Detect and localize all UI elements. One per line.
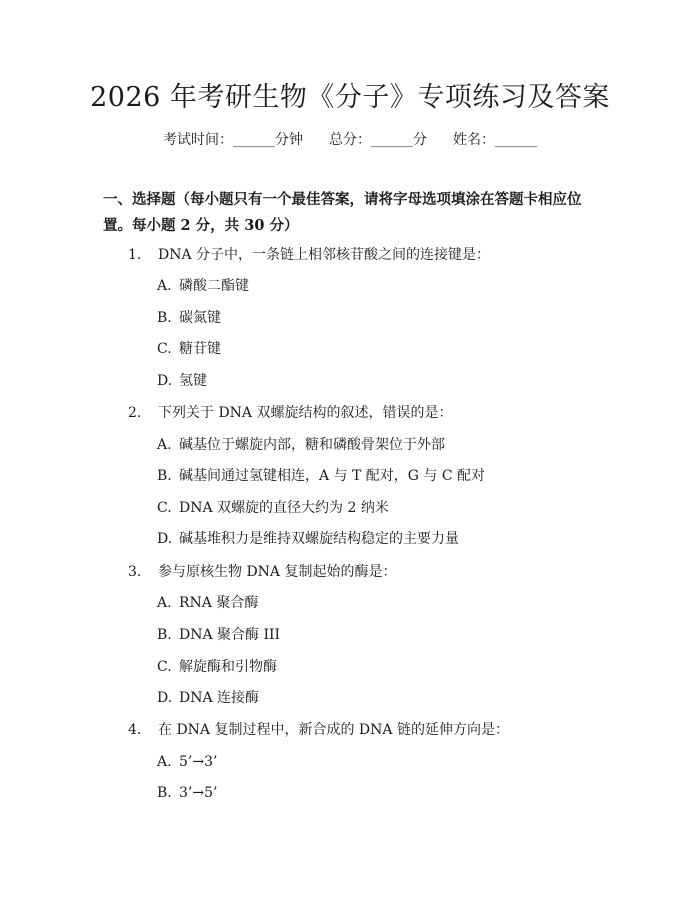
option-text: 解旋酶和引物酶 — [179, 659, 277, 675]
option-label: C. — [157, 341, 172, 357]
option-text: DNA 聚合酶 III — [179, 627, 281, 643]
student-name-field: 姓名：______ — [453, 132, 537, 148]
option-1a — [157, 276, 249, 296]
option-text: 碱基位于螺旋内部，糖和磷酸骨架位于外部 — [179, 437, 445, 453]
option-text: 磷酸二酯键 — [179, 278, 249, 294]
option-label: D. — [157, 531, 173, 547]
question-2 — [128, 403, 452, 423]
option-2d — [157, 529, 459, 549]
option-label: B. — [157, 468, 172, 484]
option-text: 氢键 — [179, 373, 207, 389]
option-text: DNA 双螺旋的直径大约为 2 纳米 — [179, 500, 389, 516]
question-4 — [128, 720, 509, 740]
question-number: 3. — [128, 564, 142, 580]
question-text: DNA 分子中，一条链上相邻核苷酸之间的连接键是： — [158, 247, 491, 263]
option-2c — [157, 498, 389, 518]
question-text: 在 DNA 复制过程中，新合成的 DNA 链的延伸方向是： — [158, 722, 509, 738]
option-label: D. — [157, 690, 173, 706]
option-1d — [157, 371, 207, 391]
question-text: 下列关于 DNA 双螺旋结构的叙述，错误的是： — [158, 405, 453, 421]
option-label: A. — [157, 437, 172, 453]
option-text: 5’→3’ — [179, 754, 218, 770]
question-number: 2. — [128, 405, 142, 421]
option-4a — [157, 752, 217, 772]
document-title: 2026 年考研生物《分子》专项练习及答案 — [90, 82, 610, 113]
option-label: C. — [157, 500, 172, 516]
option-label: B. — [157, 310, 172, 326]
option-3d — [157, 688, 259, 708]
option-3c — [157, 657, 277, 677]
option-text: 碱基堆积力是维持双螺旋结构稳定的主要力量 — [179, 531, 459, 547]
question-1 — [128, 245, 490, 265]
option-2b — [157, 466, 485, 486]
option-text: DNA 连接酶 — [179, 690, 260, 706]
section-heading: 一、选择题（每小题只有一个最佳答案，请将字母选项填涂在答题卡相应位置。每小题 2 分，共 30 分） — [103, 191, 582, 234]
option-label: B. — [157, 627, 172, 643]
option-3a — [157, 593, 258, 613]
exam-time-field: 考试时间：______分钟 — [163, 132, 303, 148]
option-label: A. — [157, 278, 172, 294]
option-label: A. — [157, 595, 172, 611]
total-score-field: 总分：______分 — [329, 132, 427, 148]
option-text: 碳氮键 — [179, 310, 221, 326]
option-label: C. — [157, 659, 172, 675]
option-label: D. — [157, 373, 173, 389]
option-text: 碱基间通过氢键相连，A 与 T 配对，G 与 C 配对 — [179, 468, 486, 484]
exam-meta-line — [0, 128, 700, 152]
question-number: 4. — [128, 722, 142, 738]
option-text: RNA 聚合酶 — [179, 595, 259, 611]
option-label: A. — [157, 754, 172, 770]
option-1b — [157, 308, 221, 328]
option-3b — [157, 625, 280, 645]
option-text: 3’→5’ — [179, 785, 218, 801]
option-4b — [157, 783, 217, 803]
question-3 — [128, 562, 397, 582]
option-label: B. — [157, 785, 172, 801]
option-text: 糖苷键 — [179, 341, 221, 357]
option-1c — [157, 339, 221, 359]
question-text: 参与原核生物 DNA 复制起始的酶是： — [158, 564, 397, 580]
option-2a — [157, 435, 445, 455]
question-number: 1. — [128, 247, 142, 263]
